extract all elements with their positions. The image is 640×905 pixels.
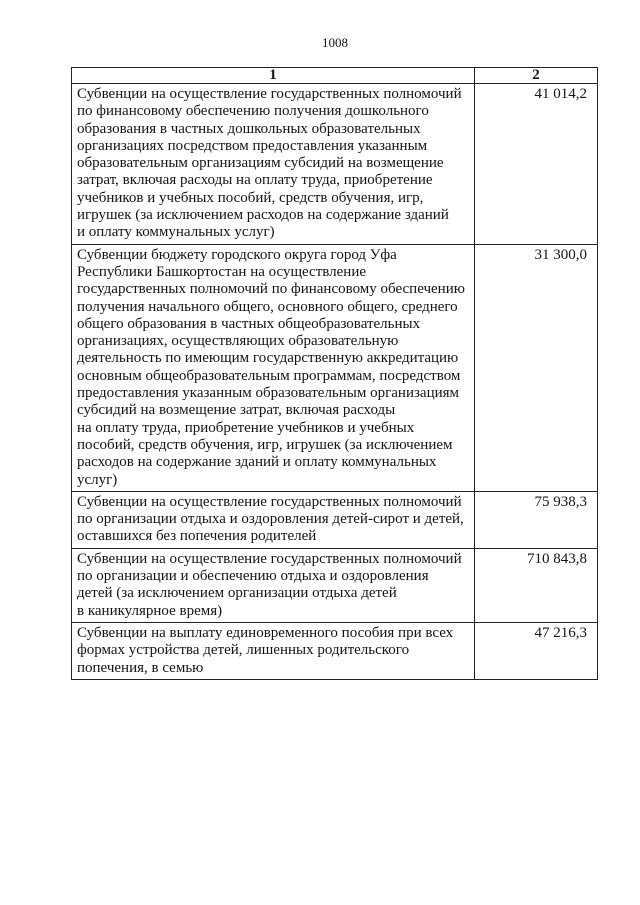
amount-cell: 47 216,3 <box>475 622 598 679</box>
table-row <box>72 84 598 245</box>
description-line: в каникулярное время) <box>77 602 223 619</box>
description-line: затрат, включая расходы на оплату труда, приобретение <box>77 172 433 189</box>
table-row <box>72 622 598 679</box>
subventions-table-container <box>71 67 597 680</box>
subventions-table <box>71 67 598 680</box>
description-line: услуг) <box>77 471 118 488</box>
description-line: на оплату труда, приобретение учебников и учебных <box>77 419 415 436</box>
header-row <box>72 68 598 84</box>
description-line: Субвенции бюджету городского округа город Уфа <box>77 246 397 263</box>
description-cell <box>72 491 475 548</box>
description-cell <box>72 622 475 679</box>
description-line: государственных полномочий по финансовому обеспечению <box>77 281 465 298</box>
amount-cell: 31 300,0 <box>475 244 598 491</box>
description-line: учебников и учебных пособий, средств обучения, игр, <box>77 189 424 206</box>
description-line: оставшихся без попечения родителей <box>77 528 317 545</box>
description-line: по организации и обеспечению отдыха и оздоровления <box>77 568 429 585</box>
amount-cell: 75 938,3 <box>475 491 598 548</box>
description-line: Субвенции на осуществление государственных полномочий <box>77 493 462 510</box>
description-line: Субвенции на осуществление государственных полномочий <box>77 550 462 567</box>
description-line: Республики Башкортостан на осуществление <box>77 263 367 280</box>
page-number: 1008 <box>322 35 348 50</box>
table-row <box>72 491 598 548</box>
description-line: предоставления указанным образовательным организациям <box>77 385 460 402</box>
description-line: образования в частных дошкольных образовательных <box>77 120 421 137</box>
column-header-description: 1 <box>72 68 475 84</box>
description-line: субсидий на возмещение затрат, включая расходы <box>77 402 396 419</box>
description-line: детей (за исключением организации отдыха детей <box>77 585 397 602</box>
description-line: расходов на содержание зданий и оплату коммунальных <box>77 454 437 471</box>
description-line: Субвенции на осуществление государственных полномочий <box>77 86 462 102</box>
amount-cell: 710 843,8 <box>475 548 598 622</box>
amount-cell: 41 014,2 <box>475 84 598 245</box>
description-line: попечения, в семью <box>77 659 204 676</box>
description-line: пособий, средств обучения, игр, игрушек (за исключением <box>77 436 453 453</box>
description-line: получения начального общего, основного общего, среднего <box>77 298 458 315</box>
table-header <box>72 68 598 84</box>
description-line: общего образования в частных общеобразовательных <box>77 315 421 332</box>
description-line: Субвенции на выплату единовременного пособия при всех <box>77 624 454 641</box>
table-row <box>72 244 598 491</box>
description-line: организациях, осуществляющих образовательную <box>77 333 399 350</box>
description-line: деятельность по имеющим государственную аккредитацию <box>77 350 459 367</box>
description-cell <box>72 548 475 622</box>
description-cell <box>72 84 475 245</box>
description-line: и оплату коммунальных услуг) <box>77 224 275 241</box>
description-line: по организации отдыха и оздоровления детей-сирот и детей, <box>77 511 464 528</box>
description-cell <box>72 244 475 491</box>
table-row <box>72 548 598 622</box>
description-line: основным общеобразовательным программам, посредством <box>77 367 461 384</box>
description-line: организациях посредством предоставления указанным <box>77 137 428 154</box>
description-line: по финансовому обеспечению получения дошкольного <box>77 103 429 120</box>
description-line: игрушек (за исключением расходов на содержание зданий <box>77 207 449 224</box>
column-header-amount: 2 <box>475 68 598 84</box>
description-line: образовательным организациям субсидий на возмещение <box>77 155 444 172</box>
description-line: формах устройства детей, лишенных родительского <box>77 642 410 659</box>
table-body <box>72 84 598 680</box>
